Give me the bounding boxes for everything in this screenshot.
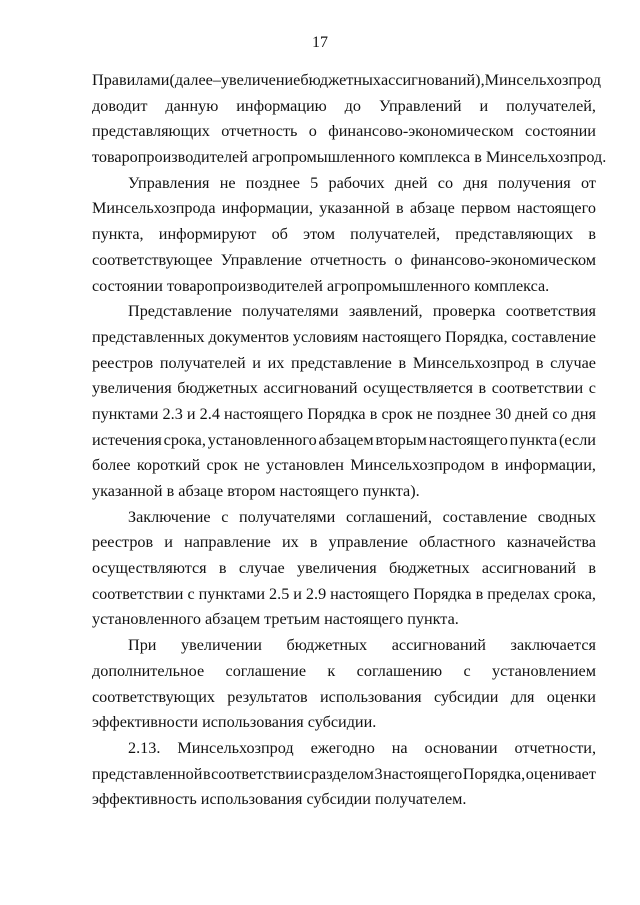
- word: срок: [381, 404, 413, 423]
- word: с: [463, 661, 471, 680]
- text-line: [92, 376, 596, 402]
- word: более: [92, 456, 131, 475]
- word: пункта,: [92, 225, 144, 244]
- word: установленного: [207, 430, 317, 449]
- word: ассигнований),: [380, 71, 485, 89]
- word: 2.4: [199, 404, 220, 423]
- word: –: [212, 71, 221, 89]
- word: дней: [515, 404, 549, 423]
- word: позднее: [436, 404, 491, 423]
- word: 3: [374, 764, 383, 783]
- word: получения: [497, 173, 571, 192]
- word: направление: [184, 533, 271, 552]
- word: срока,: [163, 430, 206, 449]
- word: бюджетных: [177, 379, 258, 398]
- text-line: [92, 505, 596, 531]
- word: 5: [310, 173, 319, 192]
- word: соответствии: [211, 764, 303, 783]
- word: При: [128, 636, 157, 655]
- word: 2.3: [162, 404, 183, 423]
- page-number: 17: [312, 34, 328, 51]
- word: пунктами: [198, 584, 266, 603]
- word: осуществляется: [363, 379, 474, 398]
- word: в: [478, 379, 487, 398]
- word: с: [221, 507, 229, 526]
- word: ассигнований: [391, 636, 486, 655]
- word: и: [293, 584, 302, 603]
- word: бюджетных: [286, 636, 368, 655]
- word: информацию: [236, 96, 327, 115]
- text-line: [92, 68, 601, 94]
- word: осуществляются: [92, 559, 207, 578]
- word: срока,: [553, 584, 596, 603]
- word: вторым: [375, 430, 427, 449]
- text-line: [92, 582, 596, 608]
- word: Порядка: [413, 584, 472, 603]
- word: заключается: [510, 636, 596, 655]
- word: (далее: [169, 71, 213, 89]
- word: не: [244, 456, 260, 475]
- word: доводит: [92, 96, 148, 115]
- word: позднее: [245, 173, 300, 192]
- word: соответствия: [505, 302, 596, 321]
- word: от: [580, 173, 596, 192]
- word: в: [396, 199, 404, 218]
- word: указанной: [319, 199, 390, 218]
- word: Минсельхозпрод: [484, 71, 601, 89]
- word: Порядка,: [445, 327, 508, 346]
- word: к: [327, 661, 336, 680]
- word: ассигнований: [481, 559, 577, 578]
- word: увеличения: [92, 379, 172, 398]
- word: установлен: [266, 456, 344, 475]
- text-line: [92, 453, 596, 479]
- word: Минсельхозпрод: [177, 738, 294, 757]
- word: ассигнований: [263, 379, 358, 398]
- word: пунктами: [92, 404, 159, 423]
- word: получателей,: [506, 96, 596, 115]
- word: отчетность: [310, 250, 387, 269]
- text-line: эффективности использования субсидии.: [92, 713, 377, 732]
- text-line: [92, 299, 596, 325]
- word: дней: [394, 173, 428, 192]
- word: установлением: [492, 661, 596, 680]
- text-line: указанной в абзаце втором настоящего пункта).: [92, 482, 420, 500]
- word: областного: [419, 533, 496, 552]
- text-line: [92, 736, 596, 762]
- text-line: [92, 196, 596, 222]
- word: в: [202, 764, 211, 783]
- word: составление: [511, 327, 596, 346]
- word: проверка: [432, 302, 496, 321]
- word: отчетности,: [514, 738, 596, 757]
- paragraph: [92, 171, 596, 299]
- word: до: [344, 96, 362, 115]
- word: составление: [442, 507, 528, 526]
- document-body: [92, 68, 607, 813]
- word: с: [187, 584, 195, 603]
- word: случае: [238, 559, 285, 578]
- text-line: [92, 685, 596, 711]
- text-line: [92, 402, 596, 428]
- word: 2.13.: [128, 738, 161, 757]
- word: в: [309, 533, 318, 552]
- word: Управление: [220, 250, 302, 269]
- word: истечения: [92, 430, 162, 449]
- word: представление: [291, 353, 392, 372]
- word: срок: [206, 456, 238, 475]
- word: абзаце: [409, 199, 455, 218]
- word: не: [219, 173, 236, 192]
- word: увеличение: [220, 71, 301, 89]
- paragraph: [92, 68, 607, 171]
- word: заявлений,: [348, 302, 423, 321]
- word: и: [186, 404, 196, 423]
- word: результатов: [227, 687, 308, 706]
- word: представляющих: [92, 122, 210, 141]
- text-line: [92, 222, 596, 248]
- word: получателей,: [350, 225, 441, 244]
- word: оценки: [546, 687, 596, 706]
- word: 2.9: [305, 584, 327, 603]
- word: Порядка,: [462, 764, 526, 783]
- word: настоящего: [428, 430, 508, 449]
- word: финансово-экономическом: [410, 250, 596, 269]
- word: представленных: [92, 327, 205, 346]
- word: в: [369, 404, 378, 423]
- word: бюджетных: [300, 71, 381, 89]
- word: Минсельхозпродом: [350, 456, 485, 475]
- word: получателей: [159, 353, 246, 372]
- word: финансово-экономическом: [328, 122, 514, 141]
- text-line: [92, 762, 596, 788]
- word: получателями: [239, 507, 336, 526]
- paragraph: [92, 633, 596, 736]
- word: их: [281, 533, 299, 552]
- word: данную: [165, 96, 219, 115]
- word: разделом: [310, 764, 374, 783]
- word: и: [252, 353, 261, 372]
- word: отчетность: [221, 122, 298, 141]
- word: с: [588, 379, 596, 398]
- word: и: [479, 96, 489, 115]
- text-line: эффективность использования субсидии получателем.: [92, 790, 467, 809]
- word: случае: [550, 353, 596, 372]
- word: представляющих: [455, 225, 574, 244]
- word: не: [416, 404, 433, 423]
- word: рабочих: [328, 173, 385, 192]
- word: казначейства: [506, 533, 596, 552]
- word: оценивает: [525, 764, 596, 783]
- word: Представление: [128, 302, 232, 321]
- word: основании: [424, 738, 498, 757]
- word: Управления: [128, 173, 210, 192]
- word: с: [303, 764, 311, 783]
- word: настоящего: [383, 764, 463, 783]
- text-line: [92, 351, 596, 377]
- word: дня: [571, 404, 596, 423]
- word: в: [490, 456, 499, 475]
- word: пределах: [487, 584, 550, 603]
- word: Правилами: [92, 71, 170, 89]
- word: Управлений: [378, 96, 462, 115]
- text-line: [92, 659, 596, 685]
- word: соглашение: [225, 661, 307, 680]
- word: ежегодно: [310, 738, 375, 757]
- word: субсидии: [433, 687, 499, 706]
- text-line: [92, 94, 596, 120]
- text-line: [92, 325, 596, 351]
- word: реестров: [92, 353, 154, 372]
- word: Минсельхозпрод: [412, 353, 530, 372]
- word: на: [391, 738, 408, 757]
- word: информируют: [158, 225, 257, 244]
- paragraph: [92, 736, 596, 813]
- paragraph: [92, 505, 596, 633]
- word: в: [588, 225, 596, 244]
- word: в: [475, 584, 484, 603]
- word: этом: [303, 225, 335, 244]
- word: соответствующее: [92, 250, 213, 269]
- word: соответствующих: [92, 687, 215, 706]
- word: короткий: [136, 456, 201, 475]
- word: соглашению: [356, 661, 443, 680]
- word: представленной: [92, 764, 203, 783]
- word: Минсельхозпрода: [92, 199, 216, 218]
- paragraph: [92, 299, 596, 505]
- word: Заключение: [128, 507, 211, 526]
- word: управление: [328, 533, 408, 552]
- text-line: установленного абзацем третьим настоящего пункта.: [92, 610, 459, 629]
- word: получателями: [242, 302, 339, 321]
- word: реестров: [92, 533, 154, 552]
- word: о: [308, 122, 317, 141]
- word: увеличения: [296, 559, 377, 578]
- word: увеличении: [181, 636, 262, 655]
- word: настоящего: [330, 584, 410, 603]
- text-line: [92, 530, 596, 556]
- text-line: [92, 633, 596, 659]
- word: абзацем: [318, 430, 374, 449]
- word: в: [588, 559, 596, 578]
- word: Порядка: [307, 404, 366, 423]
- word: в: [398, 353, 407, 372]
- word: первом: [461, 199, 511, 218]
- word: соответствии: [491, 379, 584, 398]
- word: сводных: [537, 507, 596, 526]
- word: состоянии: [525, 122, 596, 141]
- word: бюджетных: [388, 559, 470, 578]
- word: соглашений,: [345, 507, 432, 526]
- word: со: [552, 404, 568, 423]
- word: (если: [559, 430, 596, 449]
- word: со: [437, 173, 454, 192]
- text-line: [92, 248, 596, 274]
- word: дня: [463, 173, 488, 192]
- word: об: [271, 225, 288, 244]
- text-line: товаропроизводителей агропромышленного комплекса в Минсельхозпрод.: [92, 148, 607, 167]
- word: о: [394, 250, 403, 269]
- text-line: [92, 428, 596, 454]
- word: соответствии: [92, 584, 184, 603]
- word: для: [510, 687, 535, 706]
- word: условиям: [292, 327, 359, 346]
- word: информации,: [221, 199, 313, 218]
- word: 2.5: [269, 584, 290, 603]
- word: настоящего: [516, 199, 596, 218]
- word: использования: [320, 687, 422, 706]
- word: информации,: [504, 456, 596, 475]
- word: дополнительное: [92, 661, 205, 680]
- word: 30: [495, 404, 512, 423]
- word: настоящего: [362, 327, 442, 346]
- word: в: [535, 353, 544, 372]
- word: их: [267, 353, 285, 372]
- text-line: состоянии товаропроизводителей агропромышленного комплекса.: [92, 276, 550, 295]
- text-line: [92, 556, 596, 582]
- word: документов: [208, 327, 289, 346]
- text-line: [92, 119, 596, 145]
- word: пункта: [509, 430, 558, 449]
- text-line: [92, 171, 596, 197]
- word: настоящего: [224, 404, 304, 423]
- word: в: [218, 559, 227, 578]
- word: и: [164, 533, 173, 552]
